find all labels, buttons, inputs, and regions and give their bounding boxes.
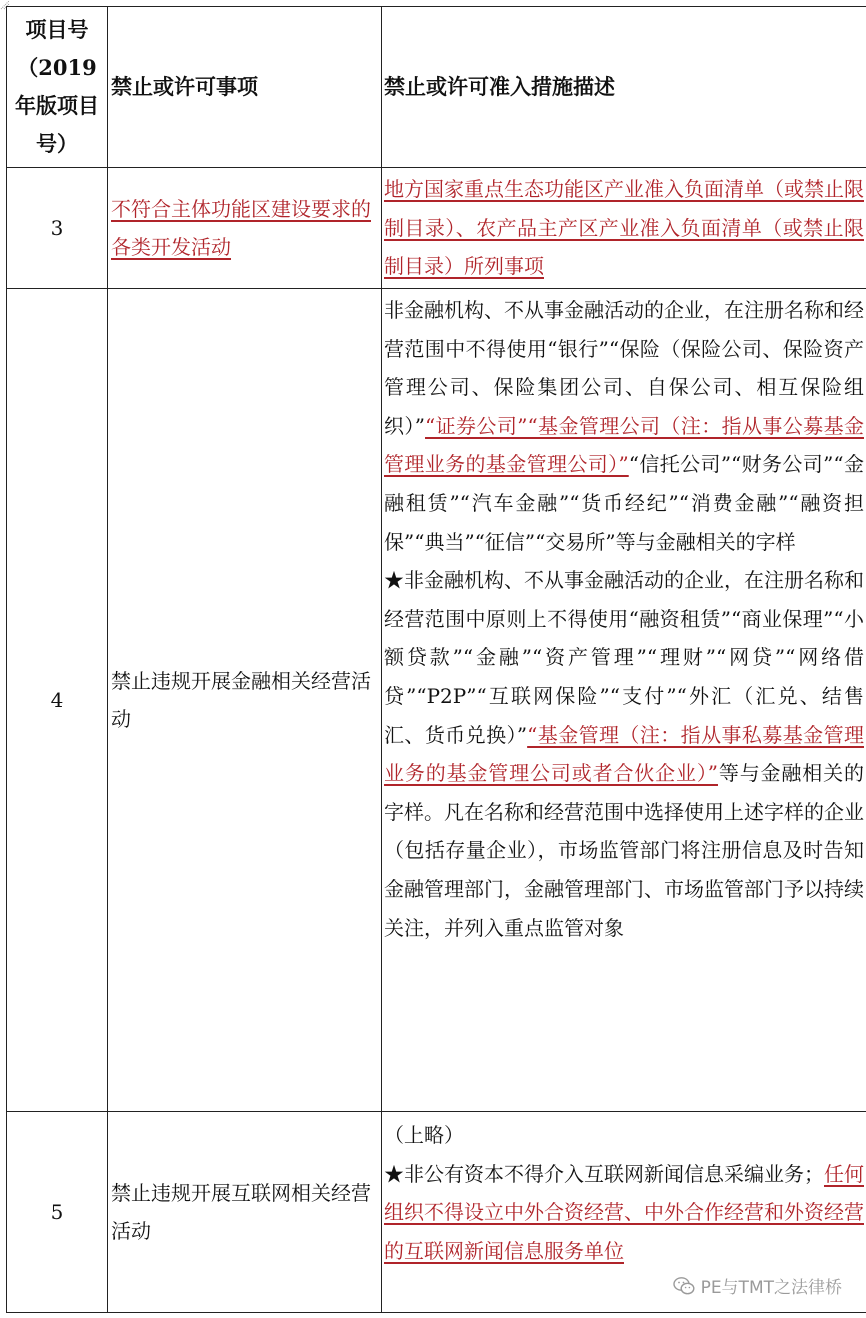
watermark xyxy=(673,1273,842,1298)
description-paragraph xyxy=(384,291,864,561)
description-omitted: （上略） xyxy=(384,1123,464,1147)
header-matter: 禁止或许可事项 xyxy=(108,7,382,168)
matter-text: 禁止违规开展金融相关经营活动 xyxy=(108,289,382,1112)
description-text: ★非金融机构、不从事金融活动的企业，在注册名称和经营范围中原则上不得使用“融资租赁”“商业保理”“小额贷款”“金融”“资产管理”“理财”“网贷”“网络借贷”“P2P”“互联网保险”“支付”“外汇（汇兑、结售汇、货币兑换）” xyxy=(384,568,864,747)
table-header-row xyxy=(7,7,866,168)
item-number: 5 xyxy=(7,1112,108,1313)
matter-text: 禁止违规开展互联网相关经营活动 xyxy=(108,1112,382,1313)
description-text: 非金融机构、不从事金融活动的企业，在注册名称和经营范围中不得使用“银行”“保险（保险公司、保险资产管理公司、保险集团公司、自保公司、相互保险组织）” xyxy=(384,298,864,438)
wechat-icon xyxy=(673,1276,695,1296)
item-number: 3 xyxy=(7,168,108,289)
description-highlight: “基金管理（注：指从事私募基金管理业务的基金管理公司或者合伙企业）” xyxy=(384,722,864,786)
matter-cell xyxy=(108,168,382,289)
description-cell xyxy=(382,168,866,289)
description-text: ★非公有资本不得介入互联网新闻信息采编业务； xyxy=(384,1161,824,1186)
table-row xyxy=(7,289,866,1112)
table-row xyxy=(7,168,866,289)
description-paragraph xyxy=(384,1155,864,1271)
description-text: 地方国家重点生态功能区产业准入负面清单（或禁止限制目录）、农产品主产区产业准入负面清单（或禁止限制目录）所列事项 xyxy=(384,177,864,279)
watermark-text: PE与TMT之法律桥 xyxy=(700,1278,842,1298)
negative-list-table xyxy=(6,6,866,1313)
item-number: 4 xyxy=(7,289,108,1112)
description-highlight: 任何组织不得设立中外合资经营、中外合作经营和外资经营的互联网新闻信息服务单位 xyxy=(384,1161,864,1263)
description-highlight: “证券公司”“基金管理公司（注：指从事公募基金管理业务的基金管理公司）” xyxy=(384,413,864,477)
description-paragraph xyxy=(384,561,864,947)
header-measure-description: 禁止或许可准入措施描述 xyxy=(382,7,866,168)
matter-text: 不符合主体功能区建设要求的各类开发活动 xyxy=(111,197,371,259)
description-text: 等与金融相关的字样。凡在名称和经营范围中选择使用上述字样的企业（包括存量企业），市场监管部门将注册信息及时告知金融管理部门，金融管理部门、市场监管部门予以持续关注，并列入重点监管对象 xyxy=(384,761,864,940)
description-text: “信托公司”“财务公司”“金融租赁”“汽车金融”“货币经纪”“消费金融”“融资担保”“典当”“征信”“交易所”等与金融相关的字样 xyxy=(384,452,864,554)
header-item-number: 项目号（2019年版项目号） xyxy=(7,7,108,168)
description-cell xyxy=(382,289,866,1112)
